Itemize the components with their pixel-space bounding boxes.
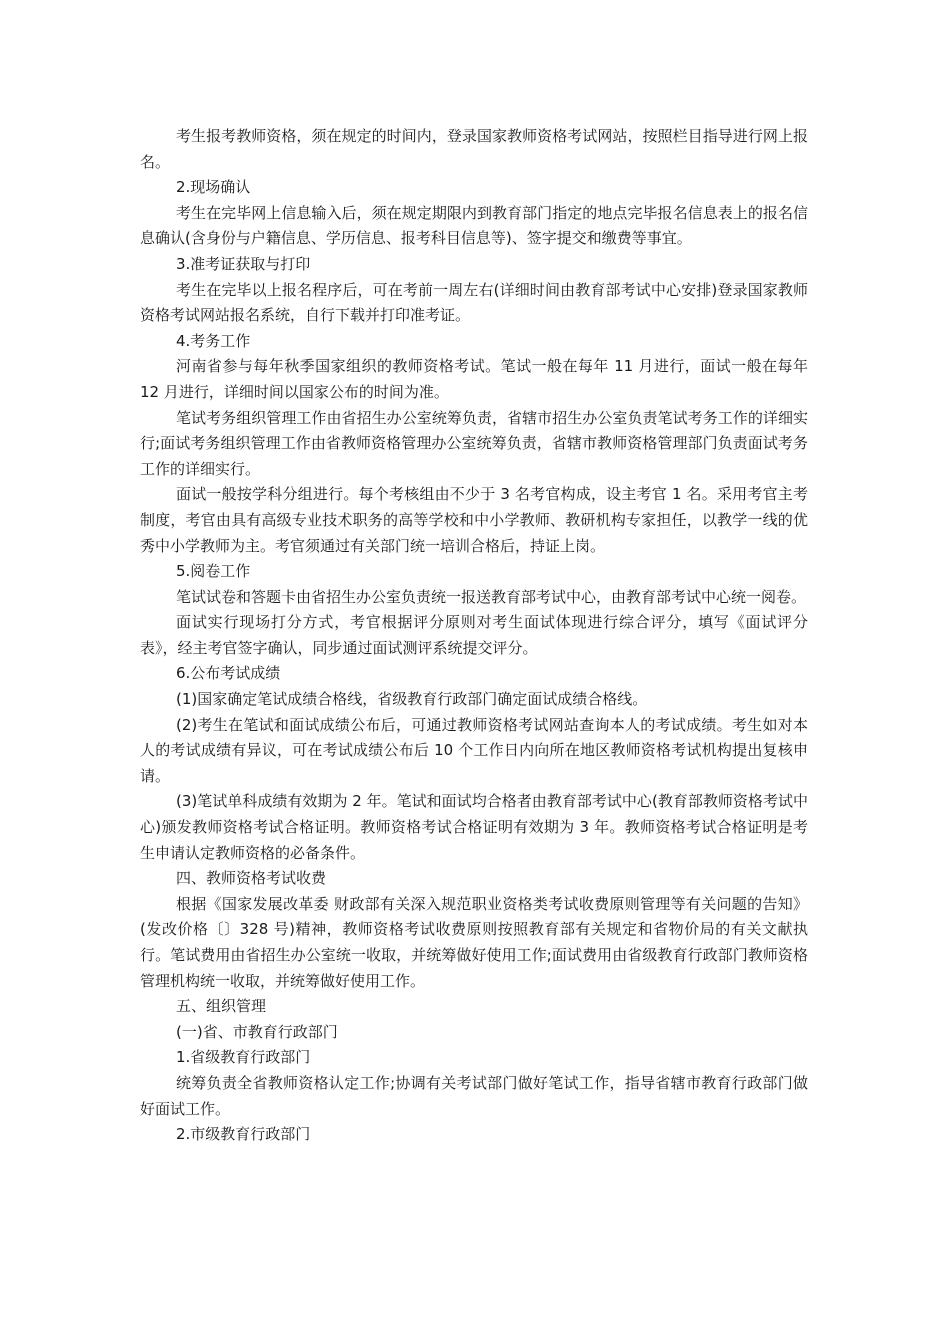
section-heading: 四、教师资格考试收费 bbox=[176, 869, 327, 888]
paragraph: 考生在完毕以上报名程序后，可在考前一周左右(详细时间由教育部考试中心安排)登录国家教师资格考试网站报名系统，自行下载并打印准考证。 bbox=[140, 280, 808, 325]
section-heading: 2.现场确认 bbox=[176, 178, 251, 197]
paragraph: 根据《国家发展改革委 财政部有关深入规范职业资格类考试收费原则管理等有关问题的告知》(发改价格〔〕328 号)精神，教师资格考试收费原则按照教育部有关规定和省物价局的有关文献执行。笔试费用由省招生办公室统一收取，并统筹做好使用工作;面试费用由省级教育行政部门教师资格管理机构统一收取，并统筹做好使用工作。 bbox=[140, 894, 808, 990]
paragraph: 河南省参与每年秋季国家组织的教师资格考试。笔试一般在每年 11 月进行，面试一般在每年 12 月进行，详细时间以国家公布的时间为准。 bbox=[140, 357, 808, 401]
paragraph: 笔试考务组织管理工作由省招生办公室统筹负责，省辖市招生办公室负责笔试考务工作的详细实行;面试考务组织管理工作由省教师资格管理办公室统筹负责，省辖市教师资格管理部门负责面试考务工作的详细实行。 bbox=[140, 408, 808, 478]
paragraph: (1)国家确定笔试成绩合格线，省级教育行政部门确定面试成绩合格线。 bbox=[176, 690, 648, 709]
section-heading: 五、组织管理 bbox=[176, 997, 267, 1016]
paragraph: (2)考生在笔试和面试成绩公布后，可通过教师资格考试网站查询本人的考试成绩。考生如对本人的考试成绩有异议，可在考试成绩公布后 10 个工作日内向所在地区教师资格考试机构提出复核申请。 bbox=[140, 715, 808, 785]
section-heading: 6.公布考试成绩 bbox=[176, 664, 281, 683]
paragraph: 考生报考教师资格，须在规定的时间内，登录国家教师资格考试网站，按照栏目指导进行网上报名。 bbox=[140, 127, 808, 171]
paragraph: 统筹负责全省教师资格认定工作;协调有关考试部门做好笔试工作，指导省辖市教育行政部门做好面试工作。 bbox=[140, 1073, 808, 1118]
paragraph: 面试实行现场打分方式，考官根据评分原则对考生面试体现进行综合评分，填写《面试评分表》，经主考官签字确认，同步通过面试测评系统提交评分。 bbox=[140, 613, 808, 657]
section-heading: 3.准考证获取与打印 bbox=[176, 254, 311, 273]
section-heading: 5.阅卷工作 bbox=[176, 562, 251, 581]
subsection-heading: (一)省、市教育行政部门 bbox=[176, 1022, 338, 1041]
subsection-heading: 1.省级教育行政部门 bbox=[176, 1048, 311, 1067]
paragraph: 笔试试卷和答题卡由省招生办公室负责统一报送教育部考试中心，由教育部考试中心统一阅卷。 bbox=[176, 587, 807, 606]
document-body bbox=[140, 124, 808, 1148]
paragraph: 面试一般按学科分组进行。每个考核组由不少于 3 名考官构成，设主考官 1 名。采用考官主考制度，考官由具有高级专业技术职务的高等学校和中小学教师、教研机构专家担任，以教学一线的优秀中小学教师为主。考官须通过有关部门统一培训合格后，持证上岗。 bbox=[140, 485, 808, 555]
subsection-heading: 2.市级教育行政部门 bbox=[176, 1125, 311, 1144]
paragraph: 考生在完毕网上信息输入后，须在规定期限内到教育部门指定的地点完毕报名信息表上的报名信息确认(含身份与户籍信息、学历信息、报考科目信息等)、签字提交和缴费等事宜。 bbox=[140, 203, 808, 248]
paragraph: (3)笔试单科成绩有效期为 2 年。笔试和面试均合格者由教育部考试中心(教育部教师资格考试中心)颁发教师资格考试合格证明。教师资格考试合格证明有效期为 3 年。教师资格考试合格证明是考生申请认定教师资格的必备条件。 bbox=[140, 792, 808, 862]
section-heading: 4.考务工作 bbox=[176, 331, 251, 350]
